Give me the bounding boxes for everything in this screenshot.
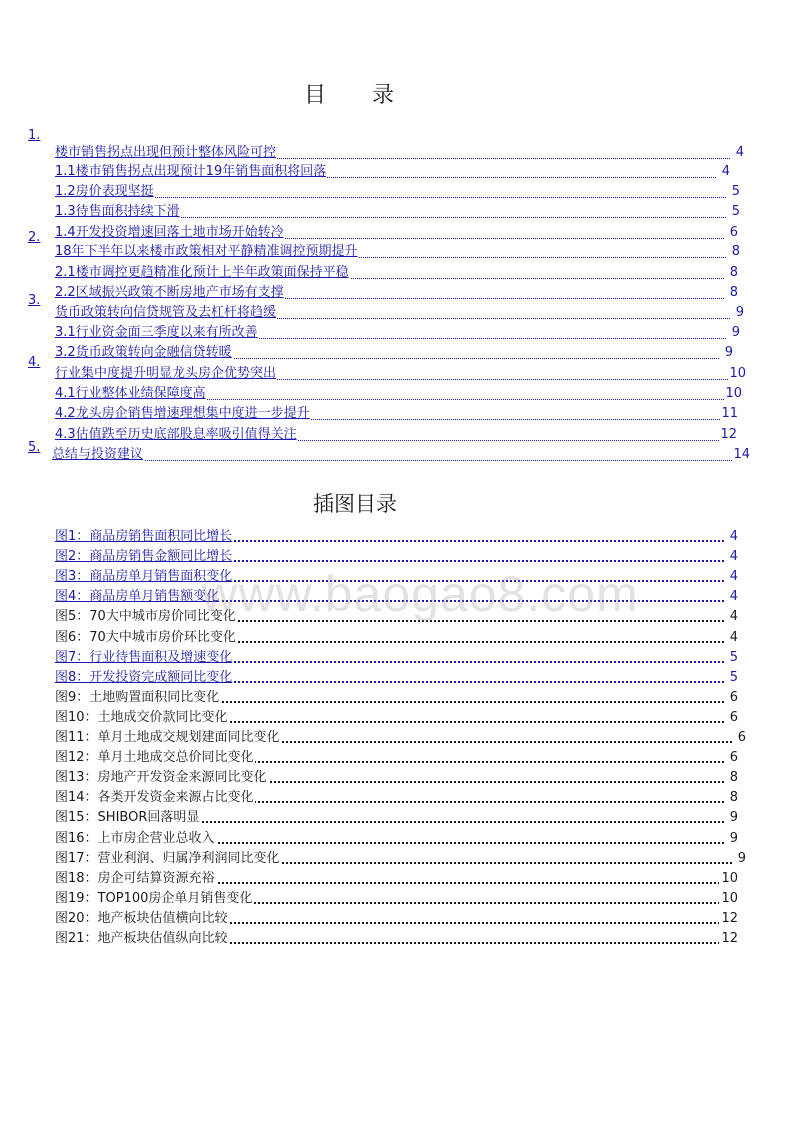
figure-title: 图15：SHIBOR回落明显 bbox=[55, 810, 200, 826]
figure-page: 10 bbox=[719, 869, 738, 889]
toc-entry-title: 1.3待售面积持续下滑 bbox=[55, 204, 180, 219]
figure-page: 6 bbox=[728, 688, 738, 708]
figure-title: 图1：商品房销售面积同比增长 bbox=[55, 529, 233, 544]
figure-title: 图20：地产板块估值横向比较 bbox=[55, 910, 228, 926]
toc-entry-page: 5 bbox=[731, 204, 740, 219]
toc-entry-title: 货币政策转向信贷规管及去杠杆将趋缓 bbox=[55, 305, 277, 320]
toc-entry[interactable] bbox=[55, 264, 738, 282]
toc-entry[interactable] bbox=[55, 243, 740, 261]
toc-entry[interactable] bbox=[55, 163, 730, 181]
toc-entry[interactable] bbox=[55, 284, 738, 302]
figure-title: 图13：房地产开发资金来源同比变化 bbox=[55, 770, 267, 786]
figure-entry bbox=[55, 808, 738, 828]
figure-page: 6 bbox=[728, 708, 738, 728]
figure-entry bbox=[55, 889, 738, 909]
figure-page: 4 bbox=[728, 628, 738, 648]
toc-entry-page: 14 bbox=[733, 447, 750, 462]
toc-entry-page: 8 bbox=[729, 265, 738, 280]
figure-entry bbox=[55, 869, 738, 889]
figure-title: 图21：地产板块估值纵向比较 bbox=[55, 931, 228, 946]
toc-entry-page: 5 bbox=[731, 184, 740, 199]
toc-entry-title: 2.2区域振兴政策不断房地产市场有支撑 bbox=[55, 285, 284, 300]
toc-section-number[interactable]: 1. bbox=[28, 128, 41, 143]
figure-page: 8 bbox=[728, 768, 738, 788]
toc-entry[interactable] bbox=[52, 446, 750, 464]
figure-entry[interactable] bbox=[55, 668, 738, 688]
figure-entry[interactable] bbox=[55, 567, 738, 587]
figure-entry bbox=[55, 768, 738, 788]
toc-entry-page: 4 bbox=[735, 145, 744, 160]
figure-title: 图9：土地购置面积同比变化 bbox=[55, 689, 220, 705]
toc-entry[interactable] bbox=[55, 224, 738, 242]
figure-page: 12 bbox=[719, 909, 738, 929]
figure-page: 4 bbox=[728, 587, 738, 607]
toc-section-number[interactable]: 3. bbox=[28, 293, 41, 308]
figure-title: 图16：上市房企营业总收入 bbox=[55, 830, 215, 846]
figure-page: 6 bbox=[736, 728, 746, 748]
toc-entry-page: 6 bbox=[729, 225, 738, 240]
toc-entry-page: 8 bbox=[731, 244, 740, 259]
figure-page: 9 bbox=[728, 829, 738, 849]
figure-page: 10 bbox=[719, 889, 738, 909]
figure-page: 4 bbox=[728, 547, 738, 567]
figure-entry bbox=[55, 708, 738, 728]
dot-leader bbox=[55, 197, 726, 198]
figure-entry bbox=[55, 628, 738, 648]
toc-entry-title: 楼市销售拐点出现但预计整体风险可控 bbox=[55, 145, 277, 160]
figure-entry bbox=[55, 728, 746, 748]
figure-entry[interactable] bbox=[55, 587, 738, 607]
figure-entry bbox=[55, 909, 738, 929]
figure-entry bbox=[55, 929, 738, 949]
figure-title: 图18：房企可结算资源充裕 bbox=[55, 870, 215, 886]
figure-title: 图17：营业利润、归属净利润同比变化 bbox=[55, 850, 280, 866]
figure-title: 图10：土地成交价款同比变化 bbox=[55, 709, 228, 725]
toc-entry-title: 4.1行业整体业绩保障度高 bbox=[55, 386, 206, 401]
figure-entry bbox=[55, 748, 738, 768]
toc-section-number[interactable]: 5. bbox=[28, 440, 41, 455]
toc-entry[interactable] bbox=[55, 344, 733, 362]
figure-entry[interactable] bbox=[55, 547, 738, 567]
toc-entry-title: 总结与投资建议 bbox=[52, 447, 144, 462]
toc-entry-page: 10 bbox=[725, 386, 742, 401]
toc-entry-title: 1.4开发投资增速回落土地市场开始转冷 bbox=[55, 225, 284, 240]
figure-title: 图4：商品房单月销售额变化 bbox=[55, 589, 220, 605]
toc-section-number[interactable]: 2. bbox=[28, 230, 41, 245]
toc-entry[interactable] bbox=[55, 183, 740, 201]
figure-page: 6 bbox=[728, 748, 738, 768]
toc-entry[interactable] bbox=[55, 203, 740, 221]
toc-entry-title: 4.3估值跌至历史底部股息率吸引值得关注 bbox=[55, 427, 297, 442]
figure-title: 图5：70大中城市房价同比变化 bbox=[55, 609, 236, 625]
figure-page: 5 bbox=[728, 668, 738, 688]
toc-entry-page: 8 bbox=[729, 285, 738, 300]
figure-title: 图6：70大中城市房价环比变化 bbox=[55, 629, 236, 645]
figure-entry bbox=[55, 607, 738, 627]
toc-entry[interactable] bbox=[55, 426, 737, 444]
figure-entry[interactable] bbox=[55, 648, 738, 668]
toc-entry-title: 行业集中度提升明显龙头房企优势突出 bbox=[55, 366, 277, 381]
toc-entry[interactable] bbox=[55, 405, 738, 423]
figure-page: 4 bbox=[728, 567, 738, 587]
figure-page: 9 bbox=[728, 808, 738, 828]
figure-title: 图3：商品房单月销售面积变化 bbox=[55, 569, 233, 585]
figure-page: 9 bbox=[736, 849, 746, 869]
figure-title: 图7：行业待售面积及增速变化 bbox=[55, 649, 233, 665]
figure-entry bbox=[55, 829, 738, 849]
toc-entry-title: 1.1楼市销售拐点出现预计19年销售面积将回落 bbox=[55, 164, 327, 179]
figure-entry bbox=[55, 688, 738, 708]
toc-entry[interactable] bbox=[55, 304, 744, 322]
toc-entry-title: 3.2货币政策转向金融信贷转暖 bbox=[55, 345, 232, 360]
watermark: www.baogao8.com bbox=[201, 566, 639, 622]
figure-page: 4 bbox=[728, 527, 738, 547]
figure-title: 图12：单月土地成交总价同比变化 bbox=[55, 750, 254, 766]
figure-entry bbox=[55, 788, 738, 808]
toc-entry[interactable] bbox=[55, 324, 740, 342]
figure-entry[interactable] bbox=[55, 527, 738, 547]
figure-title: 图19：TOP100房企单月销售变化 bbox=[55, 890, 253, 906]
toc-entry[interactable] bbox=[55, 385, 742, 403]
figure-page: 4 bbox=[728, 607, 738, 627]
figure-page: 5 bbox=[728, 648, 738, 668]
toc-entry-title: 4.2龙头房企销售增速理想集中度进一步提升 bbox=[55, 406, 310, 421]
toc-entry-title: 2.1楼市调控更趋精准化预计上半年政策面保持平稳 bbox=[55, 265, 349, 280]
toc-entry-page: 9 bbox=[724, 345, 733, 360]
figure-title: 图11：单月土地成交规划建面同比变化 bbox=[55, 730, 280, 745]
toc-entry[interactable] bbox=[55, 365, 746, 383]
figure-page: 8 bbox=[728, 788, 738, 808]
toc-title: 目 录 bbox=[303, 83, 406, 108]
figure-title: 图14：各类开发资金来源占比变化 bbox=[55, 790, 254, 806]
figure-title: 图2：商品房销售金额同比增长 bbox=[55, 549, 233, 565]
toc-entry-title: 3.1行业资金面三季度以来有所改善 bbox=[55, 325, 258, 340]
toc-section-number[interactable]: 4. bbox=[28, 355, 41, 370]
figure-page: 12 bbox=[719, 929, 738, 949]
toc-entry[interactable] bbox=[55, 144, 744, 162]
toc-entry-title: 1.2房价表现坚挺 bbox=[55, 184, 154, 199]
figure-entry bbox=[55, 849, 746, 869]
toc-entry-page: 12 bbox=[720, 427, 737, 442]
toc-entry-page: 10 bbox=[729, 366, 746, 381]
toc-entry-page: 11 bbox=[721, 406, 738, 421]
toc-entry-page: 9 bbox=[731, 325, 740, 340]
toc-entry-page: 9 bbox=[735, 305, 744, 320]
figures-title: 插图目录 bbox=[313, 492, 397, 516]
figure-title: 图8：开发投资完成额同比变化 bbox=[55, 669, 233, 685]
toc-entry-page: 4 bbox=[721, 164, 730, 179]
toc-entry-title: 18年下半年以来楼市政策相对平静精准调控预期提升 bbox=[55, 244, 358, 259]
dot-leader bbox=[52, 460, 736, 461]
